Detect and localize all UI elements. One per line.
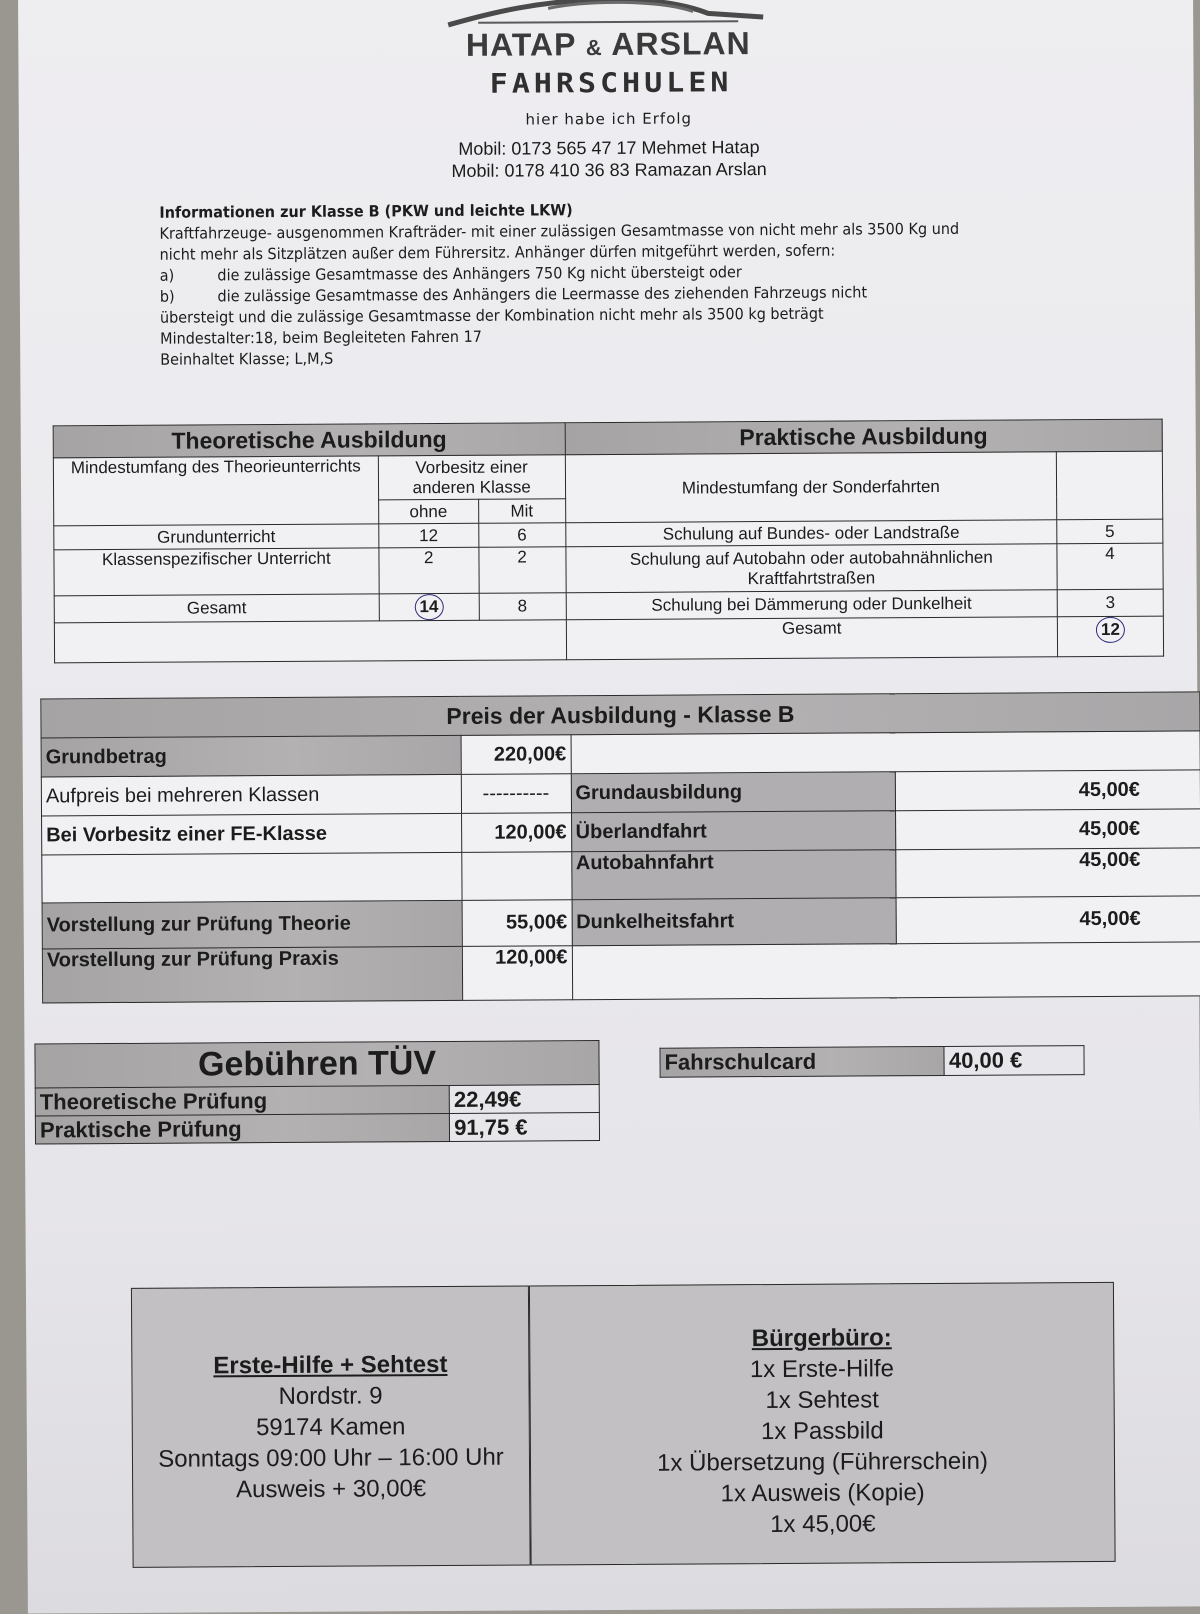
- table-row: Klassenspezifischer Unterricht 2 2 Schulung auf Autobahn oder autobahnähnlichen Kraftfahrtstraßen 4: [54, 543, 1163, 596]
- citizen-office-box: Bürgerbüro: 1x Erste-Hilfe 1x Sehtest 1x Passbild 1x Übersetzung (Führerschein) 1x Ausweis (Kopie) 1x 45,00€: [529, 1282, 1116, 1566]
- phone-line-1: Mobil: 0173 565 47 17 Mehmet Hatap: [458, 137, 760, 159]
- table-row: Vorstellung zur Prüfung Theorie 55,00€ Dunkelheitsfahrt 45,00€: [42, 896, 1200, 949]
- class-b-info: [159, 198, 978, 371]
- theory-total-circled: 14: [414, 594, 443, 620]
- col-with: Mit: [478, 499, 565, 524]
- info-title: Informationen zur Klasse B (PKW und leichte LKW): [159, 201, 573, 222]
- table-row: Fahrschulcard 40,00 €: [660, 1046, 1084, 1078]
- theory-col-label: Mindestumfang des Theorieunterrichts: [53, 456, 378, 526]
- min-age: Mindestalter:18, beim Begleiteten Fahren 17: [160, 327, 483, 348]
- price-sheet: [18, 0, 1200, 1614]
- price-title: Preis der Ausbildung - Klasse B: [41, 692, 1200, 738]
- logo-subtitle: FAHRSCHULEN: [489, 66, 733, 100]
- info-continuation: übersteigt und die zulässige Gesamtmasse der Kombination nicht mehr als 3500 kg beträgt: [159, 304, 824, 327]
- included-classes: Beinhaltet Klasse; L,M,S: [160, 349, 334, 369]
- practice-title: Praktische Ausbildung: [565, 419, 1163, 455]
- tuev-fees-table: [34, 1040, 600, 1144]
- theory-col-group: Vorbesitz einer anderen Klasse: [378, 455, 565, 500]
- info-item-a: a) die zulässige Gesamtmasse des Anhängers 750 Kg nicht übersteigt oder: [159, 263, 742, 285]
- table-row: Autobahnfahrt 45,00€: [42, 848, 1200, 903]
- theory-title: Theoretische Ausbildung: [53, 423, 565, 458]
- table-row: Vorstellung zur Prüfung Praxis 120,00€: [42, 942, 1200, 1003]
- table-row: Grundbetrag 220,00€: [41, 731, 1200, 777]
- slogan: hier habe ich Erfolg: [525, 109, 693, 129]
- logo-wordmark: HATAP & ARSLAN: [465, 25, 751, 63]
- fahrschulcard-table: [659, 1045, 1084, 1078]
- table-row: Gesamt 14 8 Schulung bei Dämmerung oder Dunkelheit 3: [54, 589, 1163, 623]
- table-row: Gesamt 12: [54, 616, 1163, 663]
- tuev-title: Gebühren TÜV: [35, 1041, 599, 1088]
- table-row: Grundunterricht 12 6 Schulung auf Bundes- oder Landstraße 5: [54, 519, 1163, 550]
- phone-line-2: Mobil: 0178 410 36 83 Ramazan Arslan: [451, 159, 767, 181]
- info-paragraph: Kraftfahrzeuge- ausgenommen Krafträder- mit einer zulässigen Gesamtmasse von nicht mehr als 3500 Kg und nicht mehr als Sitzplätzen außer dem Führersitz. Anhänger dürfen mitgeführt werden, sofern:: [159, 219, 960, 264]
- price-table: [40, 691, 1200, 1003]
- table-row: Bei Vorbesitz einer FE-Klasse 120,00€ Überlandfahrt 45,00€: [42, 809, 1200, 855]
- training-table: [53, 419, 1164, 664]
- table-row: Aufpreis bei mehreren Klassen ---------- Grundausbildung 45,00€: [41, 770, 1200, 816]
- citizen-office-title: Bürgerbüro:: [751, 1324, 892, 1353]
- practice-total-circled: 12: [1096, 617, 1125, 643]
- first-aid-box: Erste-Hilfe + Sehtest Nordstr. 9 59174 Kamen Sonntags 09:00 Uhr – 16:00 Uhr Ausweis + 30,00€: [131, 1285, 531, 1567]
- first-aid-title: Erste-Hilfe + Sehtest: [213, 1350, 448, 1380]
- col-without: ohne: [378, 499, 478, 524]
- info-item-b: b) die zulässige Gesamtmasse des Anhängers die Leermasse des ziehenden Fahrzeugs nicht: [159, 283, 868, 306]
- table-row: Theoretische Prüfung 22,49€: [35, 1085, 599, 1116]
- practice-col-label: Mindestumfang der Sonderfahrten: [565, 452, 1057, 523]
- table-row: Praktische Prüfung 91,75 €: [35, 1113, 599, 1144]
